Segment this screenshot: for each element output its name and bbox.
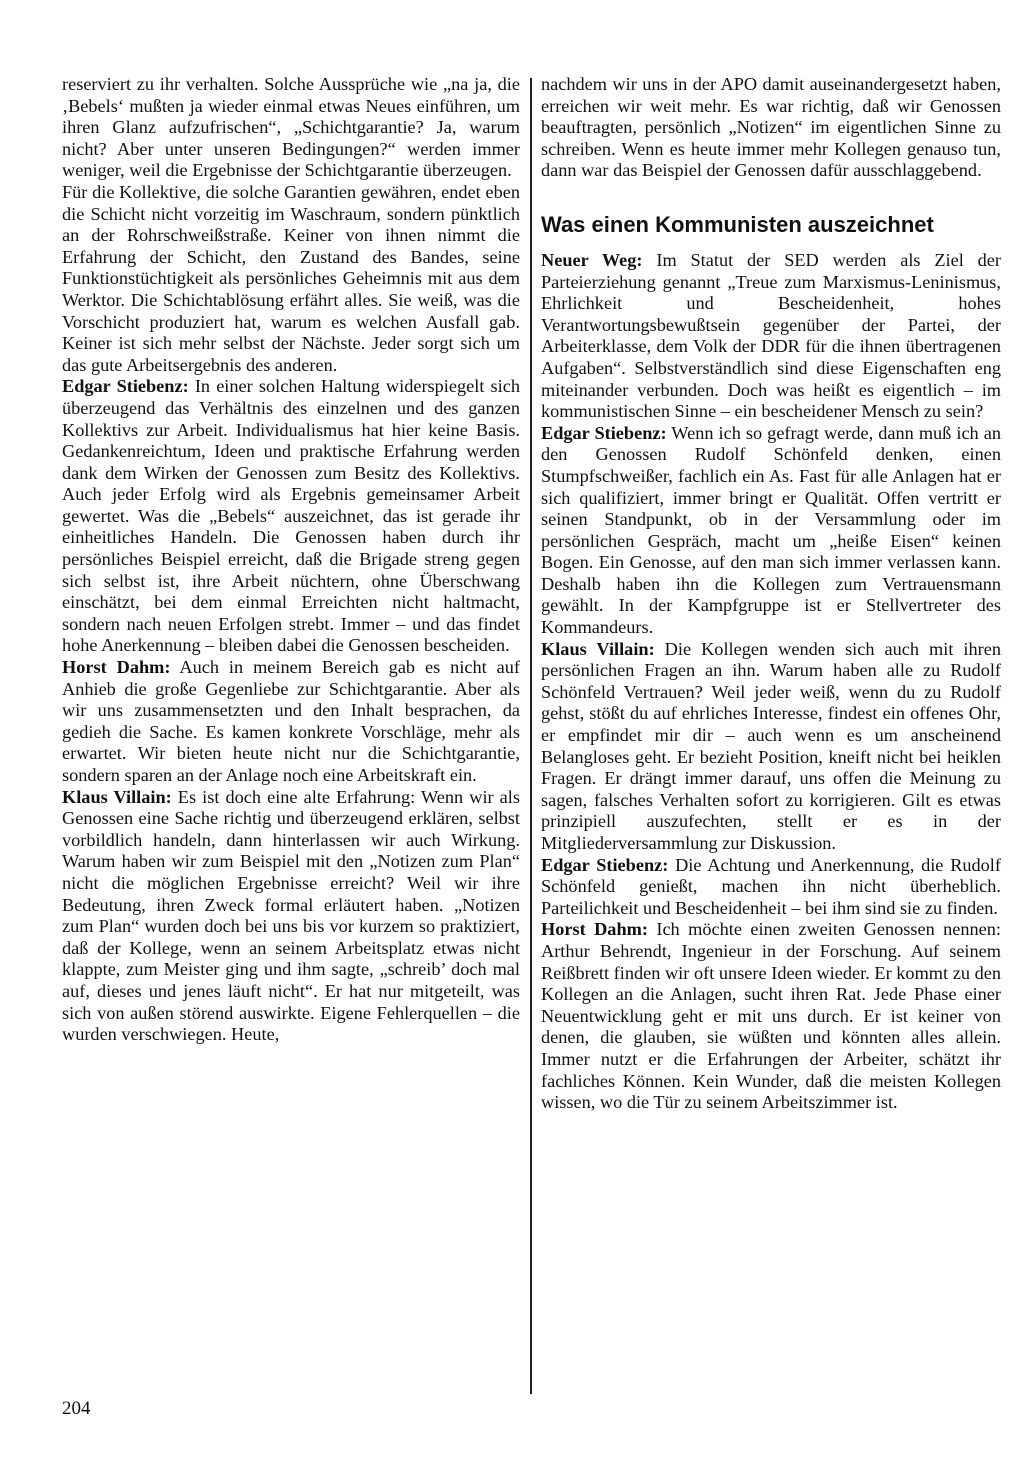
paragraph: nachdem wir uns in der APO damit auseinandergesetzt haben, erreichen wir weit mehr. Es war richtig, daß wir Genossen beauftragten, persönlich „Notizen“ im eigentlichen Sinne zu schreiben. Wenn es heute immer mehr Kollegen genauso tun, dann war das Beispiel der Genossen dafür ausschlaggebend.: [541, 74, 1001, 181]
speech-text: In einer solchen Haltung widerspiegelt sich überzeugend das Verhältnis des einzelnen und des ganzen Kollektivs zur Arbeit. Individualismus hat hier keine Basis. Gedankenreichtum, Ideen und praktische Erfahrung werden dank dem Wirken der Genossen zum Besitz des Kollektivs. Auch jeder Erfolg wird als Ergebnis gemeinsamer Arbeit gewertet. Was die „Bebels“ auszeichnet, das ist gerade ihr einheitliches Handeln. Die Genossen haben durch ihr persönliches Beispiel erreicht, daß die Brigade streng gegen sich selbst ist, ihre Arbeit nüchtern, ohne Überschwang einschätzt, bei dem einmal Erreichten nicht haltmacht, sondern nach neuen Erfolgen strebt. Immer – und das findet hohe Anerkennung – bleiben dabei die Genossen bescheiden.: [62, 376, 520, 656]
section-heading: Was einen Kommunisten auszeichnet: [541, 211, 934, 237]
speech-text: Die Achtung und Anerkennung, die Rudolf Schönfeld genießt, machen ihn nicht überheblich. Parteilichkeit und Bescheidenheit – bei ihm sind sie zu finden.: [541, 854, 1001, 918]
left-column: [62, 74, 520, 1046]
paragraph: [541, 250, 1001, 423]
speech-text: Es ist doch eine alte Erfahrung: Wenn wir als Genossen eine Sache richtig und überzeugend erklären, selbst vorbildlich handeln, dann hinterlassen wir auch Wirkung. Warum haben wir zum Beispiel mit den „Notizen zum Plan“ nicht die möglichen Ergebnisse erreicht? Weil wir ihre Bedeutung, ihren Zweck formal erläutert haben. „Notizen zum Plan“ wurden doch bei uns bis vor kurzem so praktiziert, daß der Kollege, wenn an seinem Arbeitsplatz etwas nicht klappte, zum Meister ging und ihm sagte, „schreib’ doch mal auf, dieses und jenes läuft nicht“. Er hat nur mitgeteilt, was sich von außen störend auswirkte. Eigene Fehlerquellen – die wurden verschwiegen. Heute,: [62, 786, 520, 1045]
speaker-name: Horst Dahm:: [541, 919, 648, 940]
paragraph: reserviert zu ihr verhalten. Solche Aussprüche wie „na ja, die ‚Bebels‘ mußten ja wieder einmal etwas Neues einführen, um ihren Glanz aufzufrischen“, „Schichtgarantie? Ja, warum nicht? Aber unter unseren Bedingungen?“ werden immer weniger, weil die Ergebnisse der Schichtgarantie überzeugen.: [62, 74, 520, 181]
speaker-name: Edgar Stiebenz:: [62, 376, 189, 397]
speaker-name: Klaus Villain:: [62, 786, 172, 807]
speech-text: Wenn ich so gefragt werde, dann muß ich an den Genossen Rudolf Schönfeld denken, einen Stumpfschweißer, fachlich ein As. Fast für alle Anlagen hat er sich qualifiziert, immer bringt er Qualität. Offen vertritt er seinen Standpunkt, ob in der Versammlung oder im persönlichen Gespräch, macht um „heiße Eisen“ keinen Bogen. Ein Genosse, auf den man sich immer verlassen kann. Deshalb haben ihn die Kollegen zum Vertrauensmann gewählt. In der Kampfgruppe ist er Stellvertreter des Kommandeurs.: [541, 422, 1001, 638]
paragraph: [541, 423, 1001, 639]
paragraph: [541, 919, 1001, 1113]
speech-text: Die Kollegen wenden sich auch mit ihren persönlichen Fragen an ihn. Warum haben alle zu Rudolf Schönfeld Vertrauen? Weil jeder weiß, wenn du zu Rudolf gehst, stößt du auf ehrliches Interesse, findest ein offenes Ohr, er empfindet mir dir – auch wenn es um anscheinend Belangloses geht. Er bezieht Position, kneift nicht bei heiklen Fragen. Er drängt immer darauf, uns offen die Meinung zu sagen, falsches Verhalten sofort zu korrigieren. Gilt es etwas prinzipiell auszufechten, stellt er es in der Mitgliederversammlung zur Diskussion.: [541, 638, 1001, 853]
speech-text: Im Statut der SED werden als Ziel der Parteierziehung genannt „Treue zum Marxismus-Leninismus, Ehrlichkeit und Bescheidenheit, hohes Verantwortungsbewußtsein gegenüber der Partei, der Arbeiterklasse, dem Volk der DDR für die ihnen übertragenen Aufgaben“. Selbstverständlich sind diese Eigenschaften eng miteinander verbunden. Doch was heißt es eigentlich – im kommunistischen Sinne – ein bescheidener Mensch zu sein?: [541, 249, 1001, 422]
paragraph: [62, 787, 520, 1046]
paragraph: Für die Kollektive, die solche Garantien gewähren, endet eben die Schicht nicht vorzeitig im Waschraum, sondern pünktlich an der Rohrschweißstraße. Keiner von ihnen nimmt die Erfahrung der Schicht, den Zustand des Bandes, seine Funktionstüchtigkeit als persönliches Geheimnis mit aus dem Werktor. Die Schichtablösung erfährt alles. Sie weiß, was die Vorschicht produziert hat, warum es welchen Ausfall gab. Keiner ist sich mehr selbst der Nächste. Jeder sorgt sich um das gute Arbeitsergebnis des anderen.: [62, 181, 520, 375]
speech-text: Auch in meinem Bereich gab es nicht auf Anhieb die große Gegenliebe zur Schichtgarantie. Aber als wir uns zusammensetzten und den Inhalt besprachen, da gedieh die Sache. Es kamen konkrete Vorschläge, mehr als erwartet. Wir bieten heute nicht nur die Schichtgarantie, sondern sparen an der Anlage noch eine Arbeitskraft ein.: [62, 657, 521, 785]
paragraph: [62, 376, 520, 657]
speech-text: Ich möchte einen zweiten Genossen nennen: Arthur Behrendt, Ingenieur in der Forschung. Auf seinem Reißbrett finden wir oft unsere Ideen wieder. Er kommt zu den Kollegen an die Anlagen, sucht ihren Rat. Jede Phase einer Neuentwicklung geht er mit uns durch. Er ist keiner von denen, die glauben, sie wüßten und könnten alles allein. Immer nutzt er die Erfahrungen der Arbeiter, schätzt ihr fachliches Können. Kein Wunder, daß die meisten Kollegen wissen, wo die Tür zu seinem Arbeitszimmer ist.: [541, 919, 1001, 1113]
speaker-name: Edgar Stiebenz:: [541, 422, 667, 443]
paragraph: [62, 657, 520, 787]
column-divider: [530, 78, 532, 1394]
speaker-name: Horst Dahm:: [62, 657, 171, 678]
speaker-name: Neuer Weg:: [541, 249, 643, 270]
page-number: 204: [62, 1398, 91, 1419]
speaker-name: Klaus Villain:: [541, 638, 655, 659]
speaker-name: Edgar Stiebenz:: [541, 854, 669, 875]
right-column: [541, 74, 1001, 1114]
paragraph: [541, 855, 1001, 920]
paragraph: [541, 639, 1001, 855]
